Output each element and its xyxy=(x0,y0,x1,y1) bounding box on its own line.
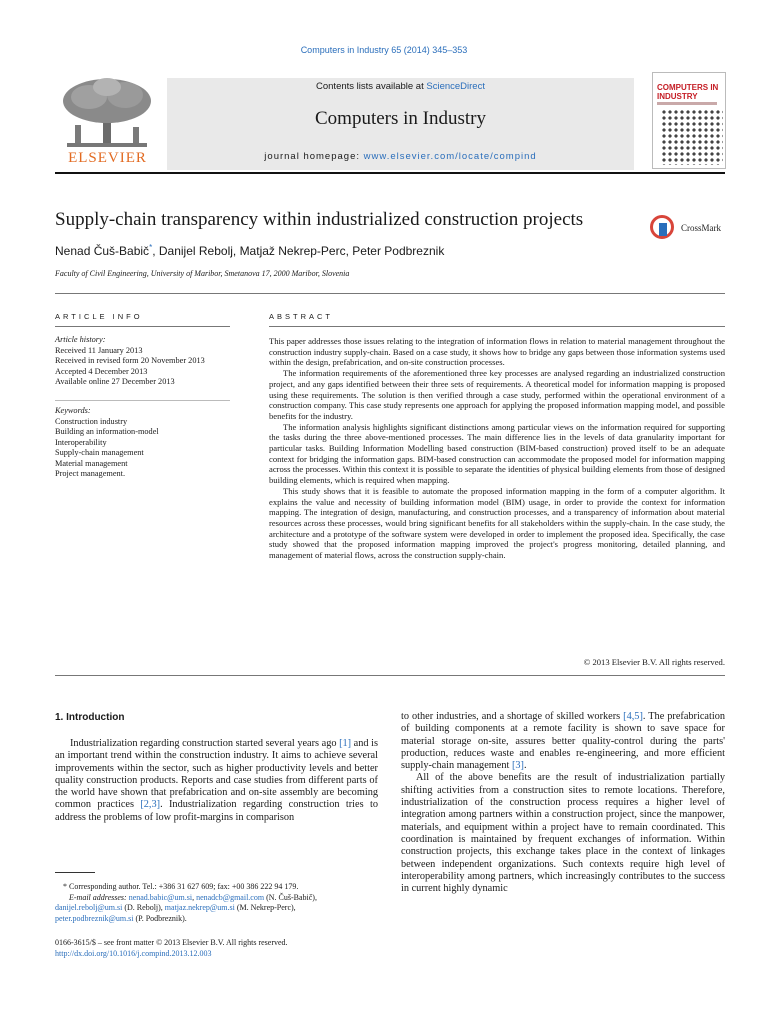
keyword: Project management. xyxy=(55,469,126,478)
affiliation: Faculty of Civil Engineering, University of Maribor, Smetanova 17, 2000 Maribor, Slovenia xyxy=(55,269,350,278)
keyword: Supply-chain management xyxy=(55,448,144,457)
tree-icon xyxy=(55,75,160,155)
footnote-text: (D. Rebolj), xyxy=(122,903,165,912)
corresponding-author xyxy=(55,882,378,893)
citation-link[interactable]: [3] xyxy=(511,760,524,772)
homepage-link[interactable]: www.elsevier.com/locate/compind xyxy=(363,151,537,162)
citation-link[interactable]: [2,3] xyxy=(140,799,161,811)
author-1[interactable]: Nenad Čuš-Babič xyxy=(55,244,150,258)
intro-paragraph xyxy=(401,711,725,772)
abstract-paragraph: The information requirements of the aforementioned three key processes are analysed regarding an industrialized construction project, and any gaps identified between their three sets of requirements. A theoretical model for information mapping is proposed using these requirements. The solution is then verified through a case study, performed within the operational environment of a construction company. This case study represents one approach for applying the proposed information mapping model, and possible benefits for the industry. xyxy=(269,368,725,421)
issn-line: 0166-3615/$ – see front matter © 2013 Elsevier B.V. All rights reserved. xyxy=(55,938,288,947)
history-item: Available online 27 December 2013 xyxy=(55,377,175,386)
email-line xyxy=(55,914,378,925)
abstract-rule xyxy=(269,326,725,327)
footnote-text: Corresponding author. Tel.: +386 31 627 609; fax: +00 386 222 94 179. xyxy=(67,882,299,891)
journal-title: Computers in Industry xyxy=(315,108,486,129)
intro-text: and is an important trend within the construction industry. It aims to achieve several improvements within the sector, such as higher productivity levels and better quality construction products. Reports and case studies from different parts of the world have shown that prefabrication and on-site assembly are becoming common practices xyxy=(55,738,378,811)
article-history xyxy=(55,335,235,388)
contents-prefix: Contents lists available at xyxy=(316,81,427,92)
intro-text: . The prefabrication of building components at a remote facility is shown to save space for material storage on-site, assures better quality-control during the parts' production, reduces waste and enables re-engineering, and more efficient supply-chain management xyxy=(401,711,725,772)
footnote-text: , xyxy=(192,892,197,902)
keywords xyxy=(55,406,235,480)
abstract-paragraph: This paper addresses those issues relating to the integration of information flows in relation to material management throughout the construction industry supply-chain. Based on a case study, it shows how to bridge any gaps between those information systems used within the design, prefabrication, and on-site construction processes. xyxy=(269,336,725,368)
title-rule xyxy=(55,293,725,294)
email-link[interactable]: peter.podbreznik@um.si xyxy=(55,913,134,923)
citation-link[interactable]: [1] xyxy=(339,738,352,749)
intro-paragraph xyxy=(55,738,378,824)
publisher-logo-text: ELSEVIER xyxy=(68,150,147,166)
keyword: Construction industry xyxy=(55,416,128,426)
cover-title-line1: COMPUTERS IN xyxy=(657,83,719,92)
history-item: Received 11 January 2013 xyxy=(55,345,143,355)
email-link[interactable]: nenadcb@gmail.com xyxy=(196,892,265,902)
footnote-mark: * xyxy=(63,882,67,891)
history-item: Accepted 4 December 2013 xyxy=(55,366,148,376)
section-heading-introduction: 1. Introduction xyxy=(55,712,125,723)
homepage-prefix: journal homepage: xyxy=(264,151,364,162)
cover-title-line2: INDUSTRY xyxy=(657,92,698,101)
cover-dot-pattern xyxy=(661,109,723,165)
sciencedirect-link[interactable]: ScienceDirect xyxy=(426,81,485,92)
intro-left-column xyxy=(55,738,378,824)
intro-right-column xyxy=(401,711,725,895)
email-label: E-mail addresses: xyxy=(69,892,129,902)
keyword: Material management xyxy=(55,458,128,468)
footnote-text: (N. Čuš-Babič), xyxy=(264,892,317,902)
history-item: Received in revised form 20 November 2013 xyxy=(55,356,205,365)
email-line xyxy=(55,903,378,914)
journal-reference[interactable]: Computers in Industry 65 (2014) 345–353 xyxy=(300,45,468,55)
abstract-bottom-rule xyxy=(55,675,725,676)
homepage-line xyxy=(167,151,634,162)
elsevier-logo[interactable] xyxy=(55,75,167,167)
footnote-rule xyxy=(55,872,95,873)
footnote xyxy=(55,882,378,924)
other-authors: , Danijel Rebolj, Matjaž Nekrep-Perc, Peter Podbreznik xyxy=(152,244,445,258)
front-matter xyxy=(55,938,455,959)
abstract-heading: ABSTRACT xyxy=(269,312,334,321)
intro-text: . xyxy=(523,760,527,772)
doi-link[interactable]: http://dx.doi.org/10.1016/j.compind.2013.12.003 xyxy=(55,948,212,958)
author-list xyxy=(55,243,444,258)
cover-subtitle-bar xyxy=(657,102,717,105)
article-title: Supply-chain transparency within industrialized construction projects xyxy=(55,209,584,230)
email-link[interactable]: nenad.babic@um.si xyxy=(128,892,193,902)
keyword: Building an information-model xyxy=(55,427,159,436)
history-label: Article history: xyxy=(55,335,106,344)
email-link[interactable]: danijel.rebolj@um.si xyxy=(55,903,123,912)
citation-link[interactable]: [4,5] xyxy=(623,711,643,722)
header-rule xyxy=(55,172,725,174)
keyword: Interoperability xyxy=(55,437,107,447)
contents-line xyxy=(167,81,634,92)
abstract-copyright: © 2013 Elsevier B.V. All rights reserved. xyxy=(583,657,725,667)
article-info-heading: ARTICLE INFO xyxy=(55,312,143,321)
journal-cover[interactable] xyxy=(652,72,726,169)
abstract-body xyxy=(269,336,725,561)
cover-title xyxy=(657,83,718,101)
keywords-label: Keywords: xyxy=(55,406,91,415)
crossmark-label: CrossMark xyxy=(681,223,721,233)
intro-paragraph: All of the above benefits are the result of industrialization partially shifting activities from a construction sites to remote locations. Therefore, industrialization of the construction process requires a higher level of integration among partners within a construction project, since the manpower, materials, and equipment within a project have to remain coordinated. This coordination is maintained by frequent exchanges of information. Within construction projects, this exchange takes place in the context of linkages between independent organizations. Such contexts require high level of interoperability among partners, which increasingly contributes to the success in current highly dynamic xyxy=(401,772,725,895)
footnote-text: (M. Nekrep-Perc), xyxy=(234,903,296,912)
intro-text: . Industrialization regarding construction tries to address the problems of low profit-margins in comparison xyxy=(55,799,378,823)
corresponding-mark[interactable]: * xyxy=(149,243,153,252)
footnote-text: (P. Podbreznik). xyxy=(133,913,187,923)
intro-text: to other industries, and a shortage of skilled workers xyxy=(401,711,624,722)
email-line xyxy=(55,893,378,904)
journal-banner xyxy=(167,78,634,170)
crossmark-badge[interactable] xyxy=(650,215,730,241)
intro-text: Industrialization regarding construction started several years ago xyxy=(70,738,340,749)
abstract-paragraph: This study shows that it is feasible to automate the proposed information mapping in the form of a computer algorithm. It explains the value and necessity of building information model (BIM) usage, in order to provide the context for information mapping. The integration of design, manufacturing, and construction processes, and a transparency of information about material resources across these processes, would bring significant benefits for all stakeholders within the supply-chain. In the case study, the architecture and a prototype of the software system were developed in order to implement the proposed idea. Specifically, the case study showed that the proposed information mapping improved the project's progress monitoring, detailed planning, and management of material flows, across the construction supply-chain. xyxy=(269,485,725,561)
crossmark-icon xyxy=(650,215,674,239)
keywords-rule xyxy=(55,400,230,401)
article-info-rule xyxy=(55,326,230,327)
email-link[interactable]: matjaz.nekrep@um.si xyxy=(164,903,235,912)
abstract-paragraph: The information analysis highlights significant distinctions among particular views on the information required for supporting the tasks during the three above-mentioned processes. The main difference lies in the levels of data granularity important for particular tasks. Building Information Modelling based construction (BIM-based construction) proved itself to be an adequate context for bridging the information gaps. BIM-based construction can accommodate the proposed model for information mapping across the processes. Within this context it is possible to separate the identities of physical building elements from those of designed building elements, which is required when mapping. xyxy=(269,421,725,486)
